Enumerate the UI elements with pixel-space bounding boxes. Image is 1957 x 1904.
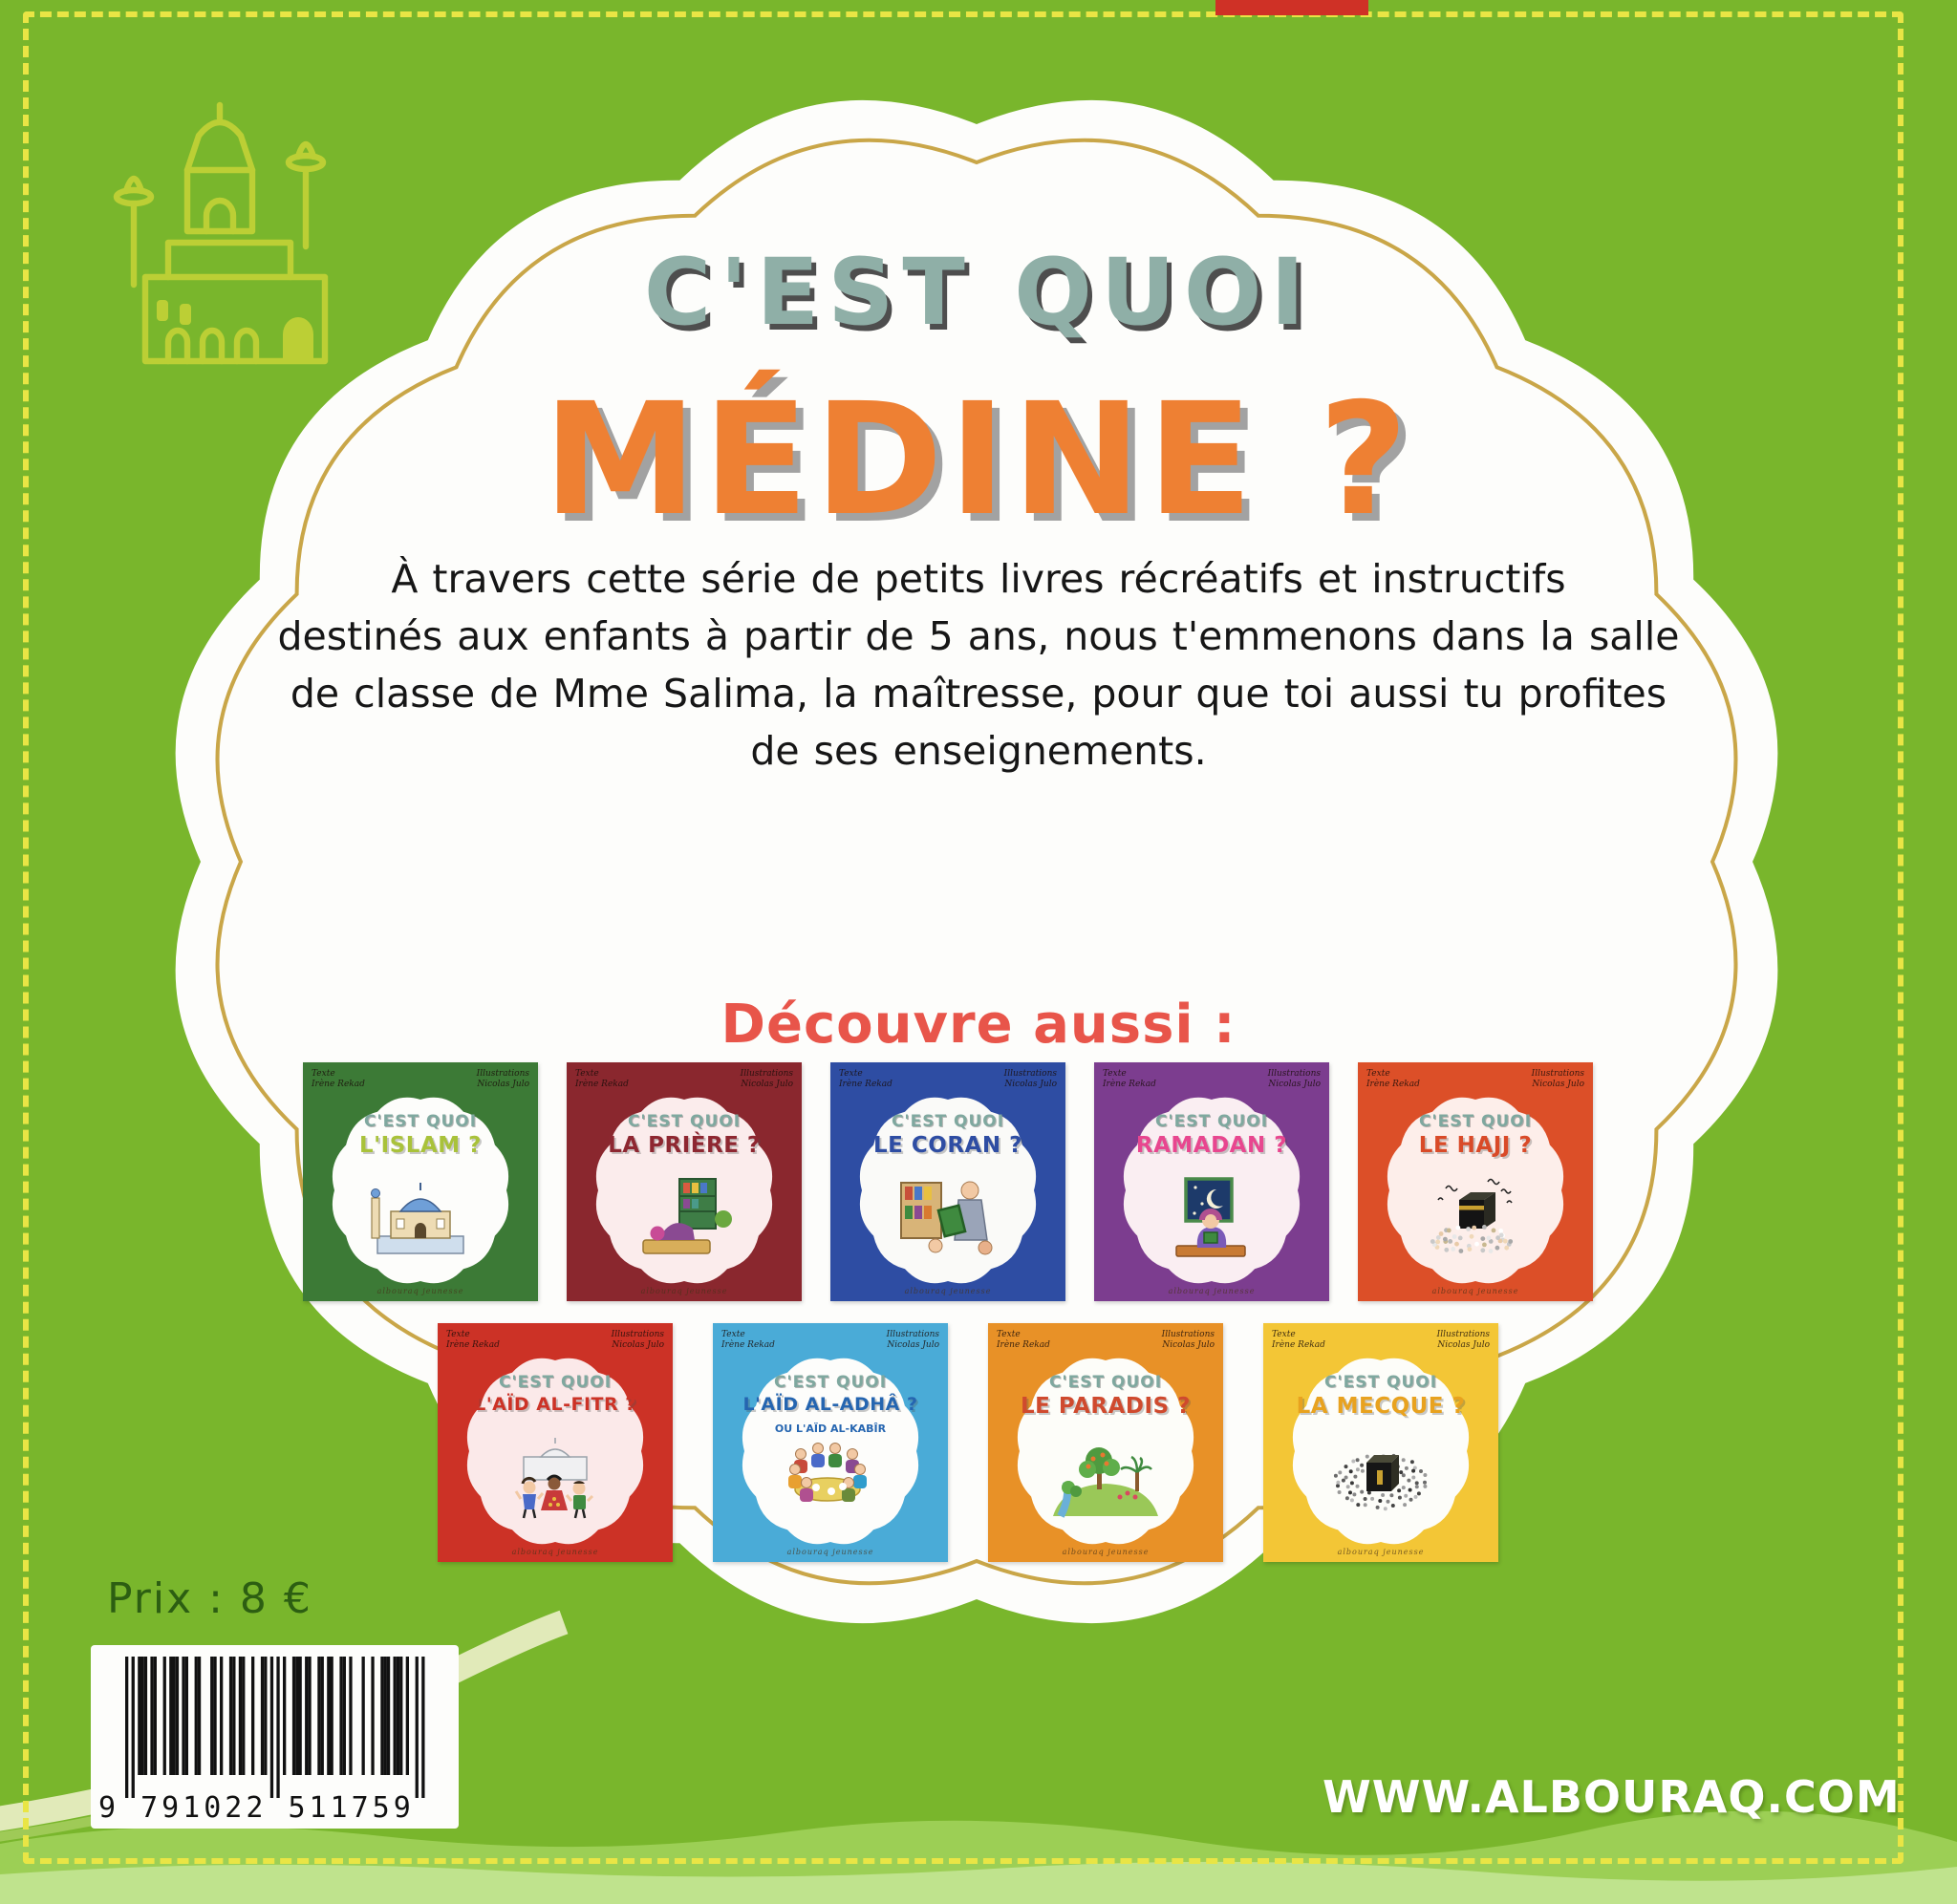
- series-book-cover-3: [830, 1062, 1065, 1301]
- barcode-digit-group: 791022: [140, 1791, 268, 1825]
- credit-illustrations: Illustrations Nicolas Julo: [886, 1330, 939, 1350]
- discover-heading: Découvre aussi :: [720, 994, 1237, 1056]
- publisher-logo: albouraq jeunesse: [904, 1287, 992, 1295]
- publisher-logo: albouraq jeunesse: [376, 1287, 464, 1295]
- description-line: de ses enseignements.: [750, 728, 1207, 774]
- credit-texte: Texte Irène Rekad: [575, 1069, 629, 1089]
- barcode-number: [91, 1791, 466, 1825]
- mini-book-title: LE HAJJ ?: [1418, 1133, 1533, 1158]
- series-book-cover-6: [438, 1323, 673, 1562]
- series-book-cover-9: [1263, 1323, 1498, 1562]
- cover-illustration: [768, 1434, 892, 1525]
- credit-illustrations: Illustrations Nicolas Julo: [1003, 1069, 1057, 1089]
- mini-series-heading: C'EST QUOI: [1154, 1112, 1269, 1131]
- mini-book-title: LE CORAN ?: [873, 1133, 1022, 1158]
- credit-illustrations: Illustrations Nicolas Julo: [476, 1069, 529, 1089]
- cover-illustration: [493, 1434, 617, 1525]
- credit-texte: Texte Irène Rekad: [1103, 1069, 1156, 1089]
- cover-illustration: [1319, 1434, 1443, 1525]
- credit-illustrations: Illustrations Nicolas Julo: [611, 1330, 664, 1350]
- credit-texte: Texte Irène Rekad: [721, 1330, 775, 1350]
- mini-book-title: RAMADAN ?: [1135, 1133, 1288, 1158]
- credit-illustrations: Illustrations Nicolas Julo: [1436, 1330, 1490, 1350]
- credit-texte: Texte Irène Rekad: [1366, 1069, 1420, 1089]
- mini-book-title: LA MECQUE ?: [1296, 1394, 1466, 1419]
- description-line: de classe de Mme Salima, la maîtresse, pour que toi aussi tu profites: [290, 671, 1667, 717]
- publisher-logo: albouraq jeunesse: [1168, 1287, 1256, 1295]
- series-book-cover-8: [988, 1323, 1223, 1562]
- mini-series-heading: C'EST QUOI: [891, 1112, 1005, 1131]
- series-book-cover-4: [1094, 1062, 1329, 1301]
- credit-illustrations: Illustrations Nicolas Julo: [740, 1069, 793, 1089]
- barcode-digit-group: 511759: [288, 1791, 415, 1825]
- mini-series-heading: C'EST QUOI: [363, 1112, 478, 1131]
- series-book-cover-1: [303, 1062, 538, 1301]
- publisher-logo: albouraq jeunesse: [1337, 1548, 1425, 1556]
- cover-illustration: [886, 1173, 1010, 1264]
- credit-illustrations: Illustrations Nicolas Julo: [1267, 1069, 1321, 1089]
- publisher-logo: albouraq jeunesse: [640, 1287, 728, 1295]
- mini-book-title: L'AÏD AL-FITR ?: [474, 1394, 636, 1415]
- series-book-cover-7: [713, 1323, 948, 1562]
- series-heading: C'EST QUOI: [643, 239, 1314, 346]
- cover-illustration: [1413, 1173, 1538, 1264]
- publisher-logo: albouraq jeunesse: [1062, 1548, 1150, 1556]
- credit-texte: Texte Irène Rekad: [1272, 1330, 1325, 1350]
- mini-book-title: L'ISLAM ?: [358, 1133, 482, 1158]
- credit-illustrations: Illustrations Nicolas Julo: [1531, 1069, 1584, 1089]
- mini-series-heading: C'EST QUOI: [1418, 1112, 1533, 1131]
- mini-book-subtitle: OU L'AÏD AL-KABÎR: [774, 1423, 887, 1435]
- mini-book-title: LE PARADIS ?: [1021, 1394, 1191, 1419]
- book-title: MÉDINE ?: [543, 371, 1414, 550]
- mini-series-heading: C'EST QUOI: [1048, 1373, 1163, 1392]
- cover-illustration: [1150, 1173, 1274, 1264]
- credit-texte: Texte Irène Rekad: [839, 1069, 892, 1089]
- mini-series-heading: C'EST QUOI: [1323, 1373, 1438, 1392]
- price-label: Prix : 8 €: [107, 1574, 312, 1623]
- barcode-digit-group: 9: [98, 1791, 120, 1825]
- description-line: À travers cette série de petits livres récréatifs et instructifs: [391, 556, 1566, 602]
- mini-series-heading: C'EST QUOI: [498, 1373, 613, 1392]
- mini-book-title: LA PRIÈRE ?: [608, 1133, 761, 1158]
- cover-illustration: [622, 1173, 746, 1264]
- cover-illustration: [1043, 1434, 1168, 1525]
- credit-illustrations: Illustrations Nicolas Julo: [1161, 1330, 1215, 1350]
- credit-texte: Texte Irène Rekad: [312, 1069, 365, 1089]
- series-book-cover-2: [567, 1062, 802, 1301]
- mini-series-heading: C'EST QUOI: [773, 1373, 888, 1392]
- description-line: destinés aux enfants à partir de 5 ans, nous t'emmenons dans la salle: [277, 613, 1680, 659]
- mini-series-heading: C'EST QUOI: [627, 1112, 742, 1131]
- website-url: WWW.ALBOURAQ.COM: [1323, 1771, 1901, 1823]
- covers-row-bottom: [438, 1323, 1498, 1562]
- barcode: [91, 1645, 459, 1829]
- credit-texte: Texte Irène Rekad: [446, 1330, 500, 1350]
- covers-row-top: [303, 1062, 1593, 1301]
- credit-texte: Texte Irène Rekad: [997, 1330, 1050, 1350]
- publisher-logo: albouraq jeunesse: [511, 1548, 599, 1556]
- publisher-logo: albouraq jeunesse: [1431, 1287, 1519, 1295]
- publisher-logo: albouraq jeunesse: [786, 1548, 874, 1556]
- cover-illustration: [358, 1173, 483, 1264]
- description: [118, 550, 1839, 780]
- mini-book-title: L'AÏD AL-ADHÂ ?: [742, 1394, 918, 1415]
- series-book-cover-5: [1358, 1062, 1593, 1301]
